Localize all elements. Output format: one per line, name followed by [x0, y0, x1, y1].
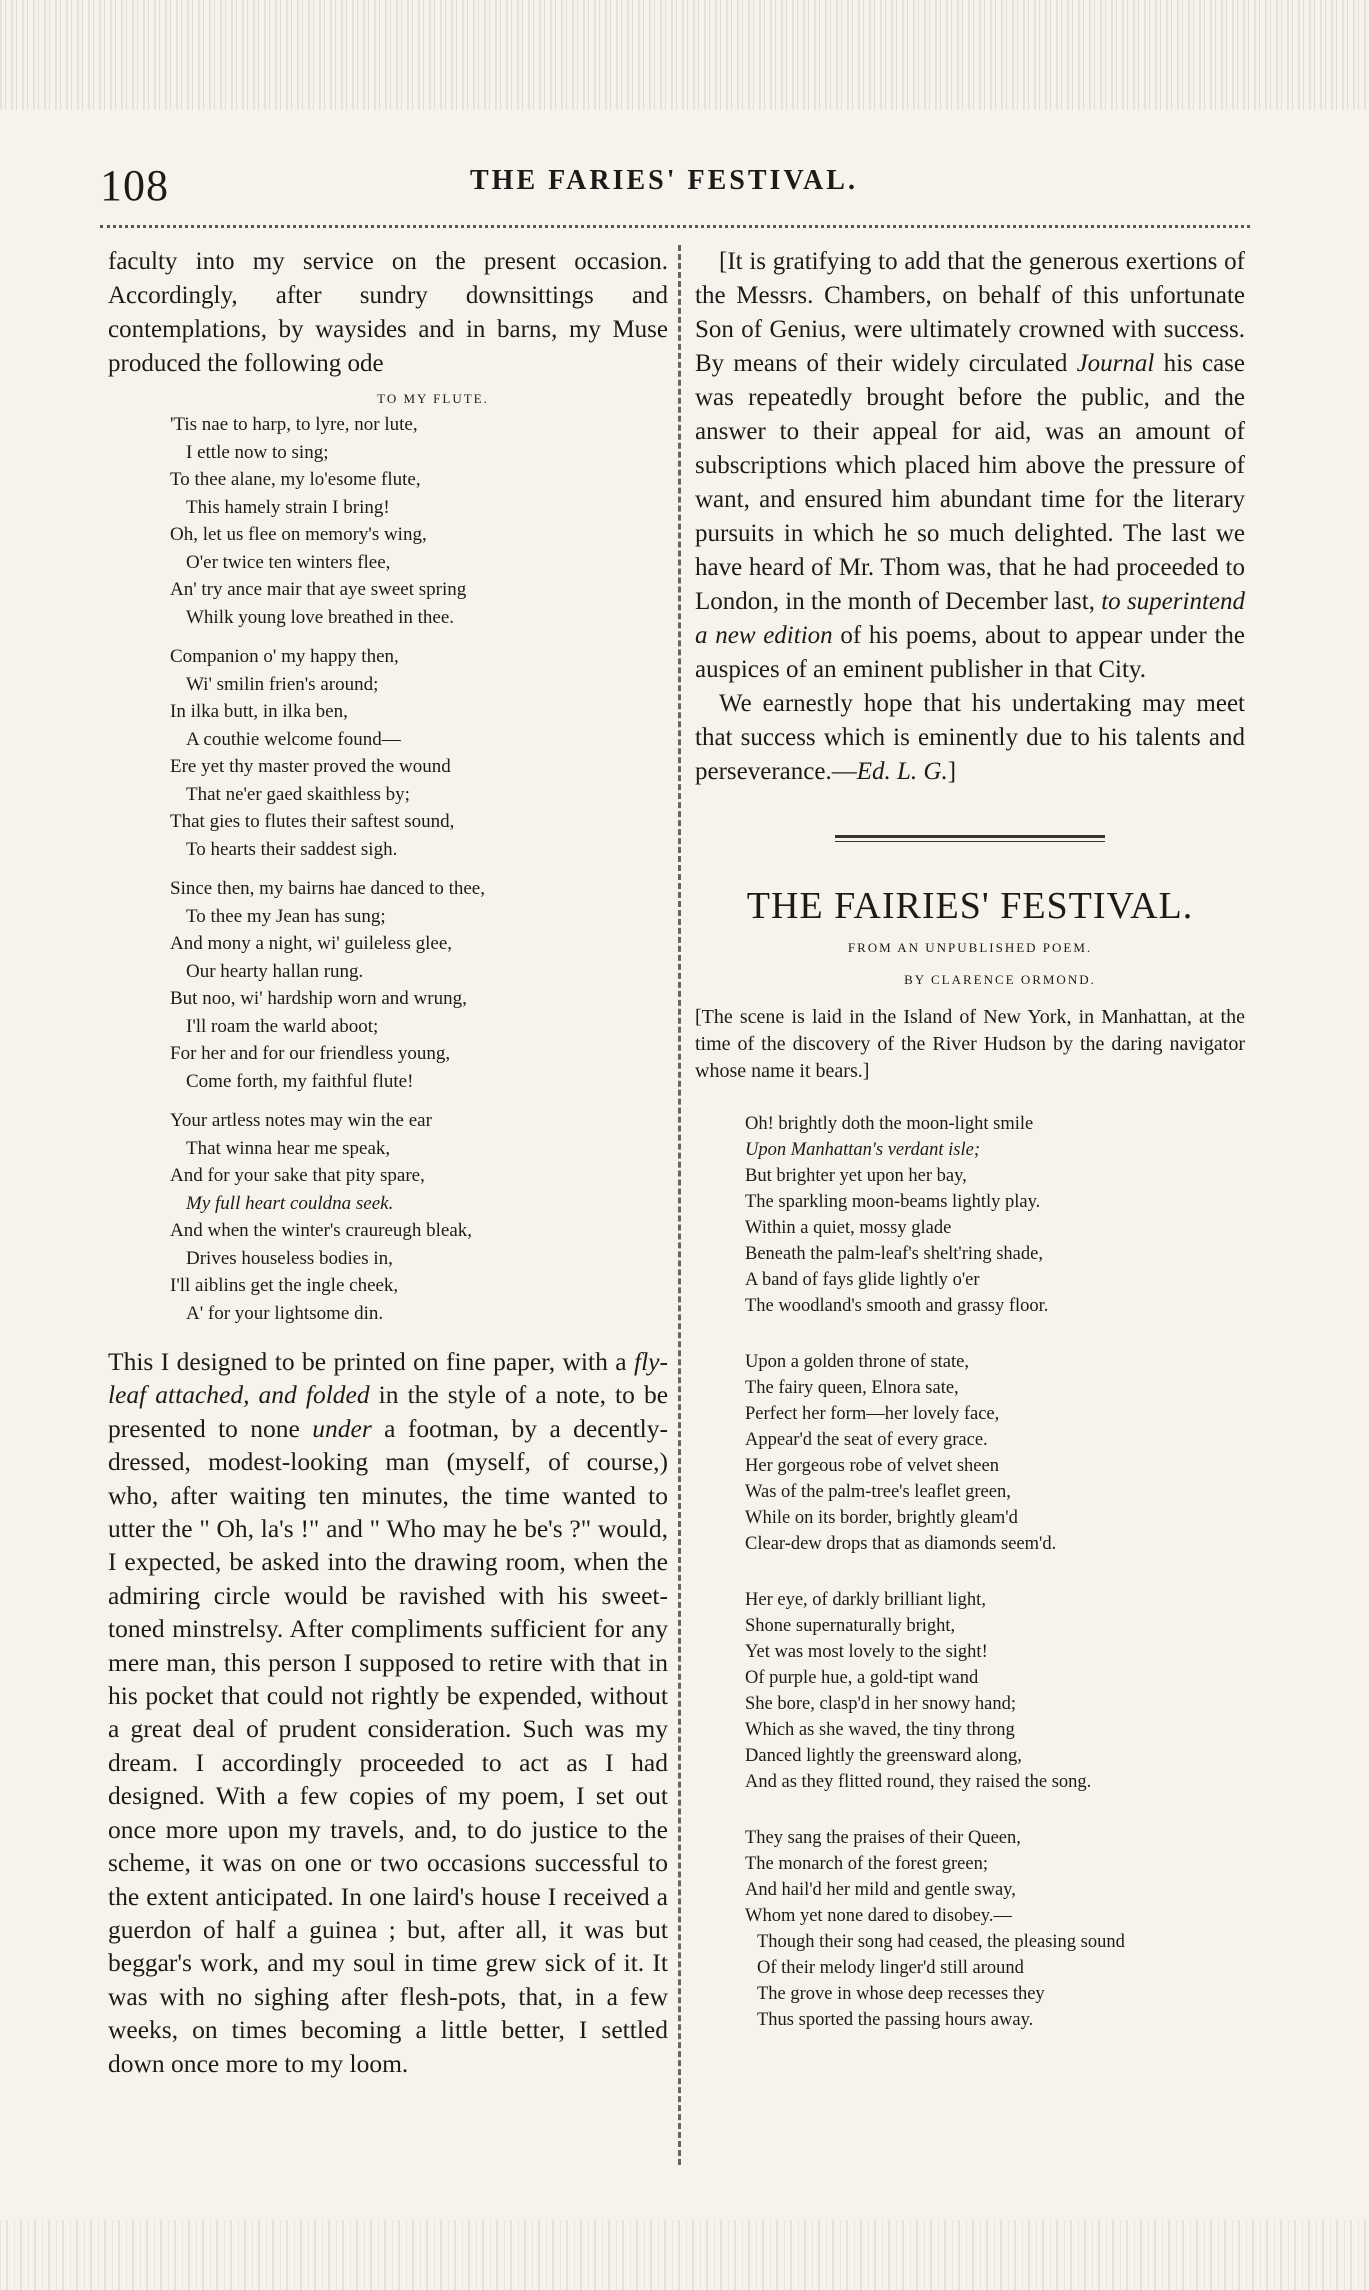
poem-line: And hail'd her mild and gentle sway,: [745, 1880, 1016, 1900]
text-run: ]: [947, 758, 957, 785]
text-run: Ed. L. G.: [856, 758, 948, 785]
poem-line: Oh, let us flee on memory's wing,: [170, 524, 427, 545]
stanza: [695, 1587, 1245, 1795]
poem-line: Which as she waved, the tiny throng: [745, 1720, 1015, 1740]
poem-line: Within a quiet, mossy glade: [745, 1218, 952, 1238]
poem-line: Whilk young love breathed in thee.: [186, 606, 455, 628]
poem-line: Ere yet thy master proved the wound: [170, 756, 451, 777]
poem-line: Come forth, my faithful flute!: [186, 1070, 414, 1092]
stanza: [695, 1825, 1245, 2033]
poem-line: Perfect her form—her lovely face,: [745, 1404, 1000, 1424]
column-divider: [678, 245, 681, 2165]
poem-line: I ettle now to sing;: [186, 441, 329, 463]
text-run: of his poems, about to appear under the auspices of an eminent publisher in that City.: [695, 622, 1245, 683]
poem-line: They sang the praises of their Queen,: [745, 1828, 1021, 1848]
feature-subtitle: FROM AN UNPUBLISHED POEM.: [847, 940, 1093, 955]
ode-poem: [108, 411, 668, 1327]
poem-line: A band of fays glide lightly o'er: [745, 1270, 980, 1290]
poem-line: But noo, wi' hardship worn and wrung,: [170, 988, 467, 1009]
poem-line: Since then, my bairns hae danced to thee,: [170, 878, 485, 899]
poem-line: For her and for our friendless young,: [170, 1043, 451, 1064]
poem-line: An' try ance mair that aye sweet spring: [170, 579, 467, 600]
poem-line: In ilka butt, in ilka ben,: [170, 701, 348, 722]
feature-title: THE FAIRIES' FESTIVAL.: [746, 885, 1194, 927]
stanza: [695, 1111, 1245, 1319]
scan-noise-top: [0, 0, 1369, 110]
poem-line: The sparkling moon-beams lightly play.: [745, 1192, 1041, 1212]
header-rule: [100, 225, 1250, 228]
ode-title: TO MY FLUTE.: [377, 391, 489, 406]
poem-line: Companion o' my happy then,: [170, 646, 399, 667]
poem-line: Thus sported the passing hours away.: [757, 2010, 1034, 2030]
text-run: in the style of a note, to be presented to none: [108, 1380, 669, 1443]
poem-line: Danced lightly the greensward along,: [745, 1746, 1022, 1766]
left-column: [108, 245, 668, 2105]
poem-line: That gies to flutes their saftest sound,: [170, 811, 455, 832]
right-column: [695, 245, 1245, 2063]
poem-line: And mony a night, wi' guileless glee,: [170, 933, 453, 954]
poem-line: The monarch of the forest green;: [745, 1854, 988, 1874]
poem-line: To thee my Jean has sung;: [186, 905, 386, 927]
poem-line: That ne'er gaed skaithless by;: [186, 783, 410, 805]
section-rule: [835, 835, 1105, 842]
editorial-paragraph-2: [695, 687, 1245, 789]
text-run: fly-leaf attached, and folded: [108, 1347, 668, 1410]
poem-line: She bore, clasp'd in her snowy hand;: [745, 1694, 1017, 1714]
poem-line: I'll aiblins get the ingle cheek,: [170, 1275, 399, 1296]
text-run: to superintend a new edition: [695, 588, 1245, 649]
text-run: This I designed to be printed on fine paper, with a: [108, 1347, 635, 1376]
poem-line: Your artless notes may win the ear: [170, 1110, 432, 1131]
closing-paragraph: [108, 1345, 668, 2080]
poem-line: A couthie welcome found—: [186, 728, 401, 750]
poem-line: Our hearty hallan rung.: [186, 960, 364, 982]
poem-line: Shone supernaturally bright,: [745, 1616, 956, 1636]
poem-line: The grove in whose deep recesses they: [757, 1984, 1045, 2004]
scan-noise-bottom: [0, 2220, 1369, 2290]
poem-line: Her gorgeous robe of velvet sheen: [745, 1456, 999, 1476]
text-run: Journal: [1076, 350, 1155, 377]
poem-line: I'll roam the warld aboot;: [186, 1015, 379, 1037]
poem-line: And when the winter's craureugh bleak,: [170, 1220, 473, 1241]
poem-line: Upon Manhattan's verdant isle;: [745, 1140, 981, 1160]
poem-line: The fairy queen, Elnora sate,: [745, 1378, 959, 1398]
poem-line: And for your sake that pity spare,: [170, 1165, 425, 1186]
poem-line: My full heart couldna seek.: [186, 1192, 394, 1214]
stanza: [108, 1107, 668, 1327]
feature-author: BY CLARENCE ORMOND.: [904, 972, 1096, 987]
editorial-paragraph-1: [695, 245, 1245, 687]
poem-line: Wi' smilin frien's around;: [186, 673, 379, 695]
poem-line: And as they flitted round, they raised the song.: [745, 1772, 1092, 1792]
scene-note: [The scene is laid in the Island of New York, in Manhattan, at the time of the discovery of the River Hudson by the daring navigator whose name it bears.]: [695, 1006, 1245, 1082]
poem-line: But brighter yet upon her bay,: [745, 1166, 967, 1186]
poem-line: Whom yet none dared to disobey.—: [745, 1906, 1012, 1926]
text-run: a footman, by a decently-dressed, modest-looking man (myself, of course,) who, after waiting ten minutes, the time wanted to utter the " Oh, la's !" and " Who may he be's ?" would, I expected, be asked into the drawing room, when the admiring circle would be ravished with his sweet-toned minstrelsy. After compliments sufficient for any mere man, this person I supposed to retire with that in his pocket that could not rightly be expended, without a great deal of prudent consideration. Such was my dream. I accordingly proceeded to act as I had designed. With a few copies of my poem, I set out once more upon my travels, and, to do justice to the scheme, it was on one or two occasions successful to the extent anticipated. In one laird's house I received a guerdon of half a guinea ; but, after all, it was but beggar's work, and my soul in time grew sick of it. It was with no sighing after flesh-pots, that, in a few weeks, on times becoming a little better, I settled down once more to my loom.: [108, 1413, 669, 2078]
running-title: THE FARIES' FESTIVAL.: [470, 165, 858, 196]
intro-paragraph: faculty into my service on the present occasion. Accordingly, after sundry downsittings and contemplations, by waysides and in barns, my Muse produced the following ode: [108, 248, 668, 377]
poem-line: O'er twice ten winters flee,: [186, 551, 391, 573]
page-number: 108: [100, 161, 169, 210]
poem-line: Was of the palm-tree's leaflet green,: [745, 1482, 1011, 1502]
poem-line: Appear'd the seat of every grace.: [745, 1430, 988, 1450]
text-run: his case was repeatedly brought before the public, and the answer to their appeal for aid, was an amount of subscriptions which placed him above the pressure of want, and ensured him abundant time for the literary pursuits in which he so much delighted. The last we have heard of Mr. Thom was, that he had proceeded to London, in the month of December last,: [695, 350, 1245, 615]
stanza: [108, 875, 668, 1095]
editorial-note: [695, 245, 1245, 789]
poem-line: That winna hear me speak,: [186, 1137, 391, 1159]
festival-poem: [695, 1111, 1245, 2033]
poem-line: Yet was most lovely to the sight!: [745, 1642, 988, 1662]
poem-line: Upon a golden throne of state,: [745, 1352, 969, 1372]
stanza: [108, 643, 668, 863]
text-run: We earnestly hope that his undertaking may meet that success which is eminently due to his talents and perseverance.—: [695, 690, 1245, 785]
poem-line: The woodland's smooth and grassy floor.: [745, 1296, 1049, 1316]
poem-line: Of purple hue, a gold-tipt wand: [745, 1668, 979, 1688]
poem-line: Of their melody linger'd still around: [757, 1958, 1024, 1978]
text-run: [It is gratifying to add that the generous exertions of the Messrs. Chambers, on behalf of this unfortunate Son of Genius, were ultimately crowned with success. By means of their widely circulated: [695, 248, 1245, 377]
poem-line: Clear-dew drops that as diamonds seem'd.: [745, 1534, 1057, 1554]
poem-line: To thee alane, my lo'esome flute,: [170, 469, 421, 490]
poem-line: Oh! brightly doth the moon-light smile: [745, 1114, 1034, 1134]
poem-line: A' for your lightsome din.: [186, 1302, 384, 1324]
stanza: [695, 1349, 1245, 1557]
poem-line: To hearts their saddest sigh.: [186, 838, 398, 860]
poem-line: Though their song had ceased, the pleasing sound: [757, 1932, 1125, 1952]
poem-line: 'Tis nae to harp, to lyre, nor lute,: [170, 414, 418, 435]
text-run: under: [312, 1413, 372, 1443]
poem-line: Drives houseless bodies in,: [186, 1247, 393, 1269]
poem-line: Her eye, of darkly brilliant light,: [745, 1590, 986, 1610]
poem-line: This hamely strain I bring!: [186, 496, 390, 518]
stanza: [108, 411, 668, 631]
poem-line: While on its border, brightly gleam'd: [745, 1508, 1018, 1528]
poem-line: Beneath the palm-leaf's shelt'ring shade,: [745, 1244, 1043, 1264]
